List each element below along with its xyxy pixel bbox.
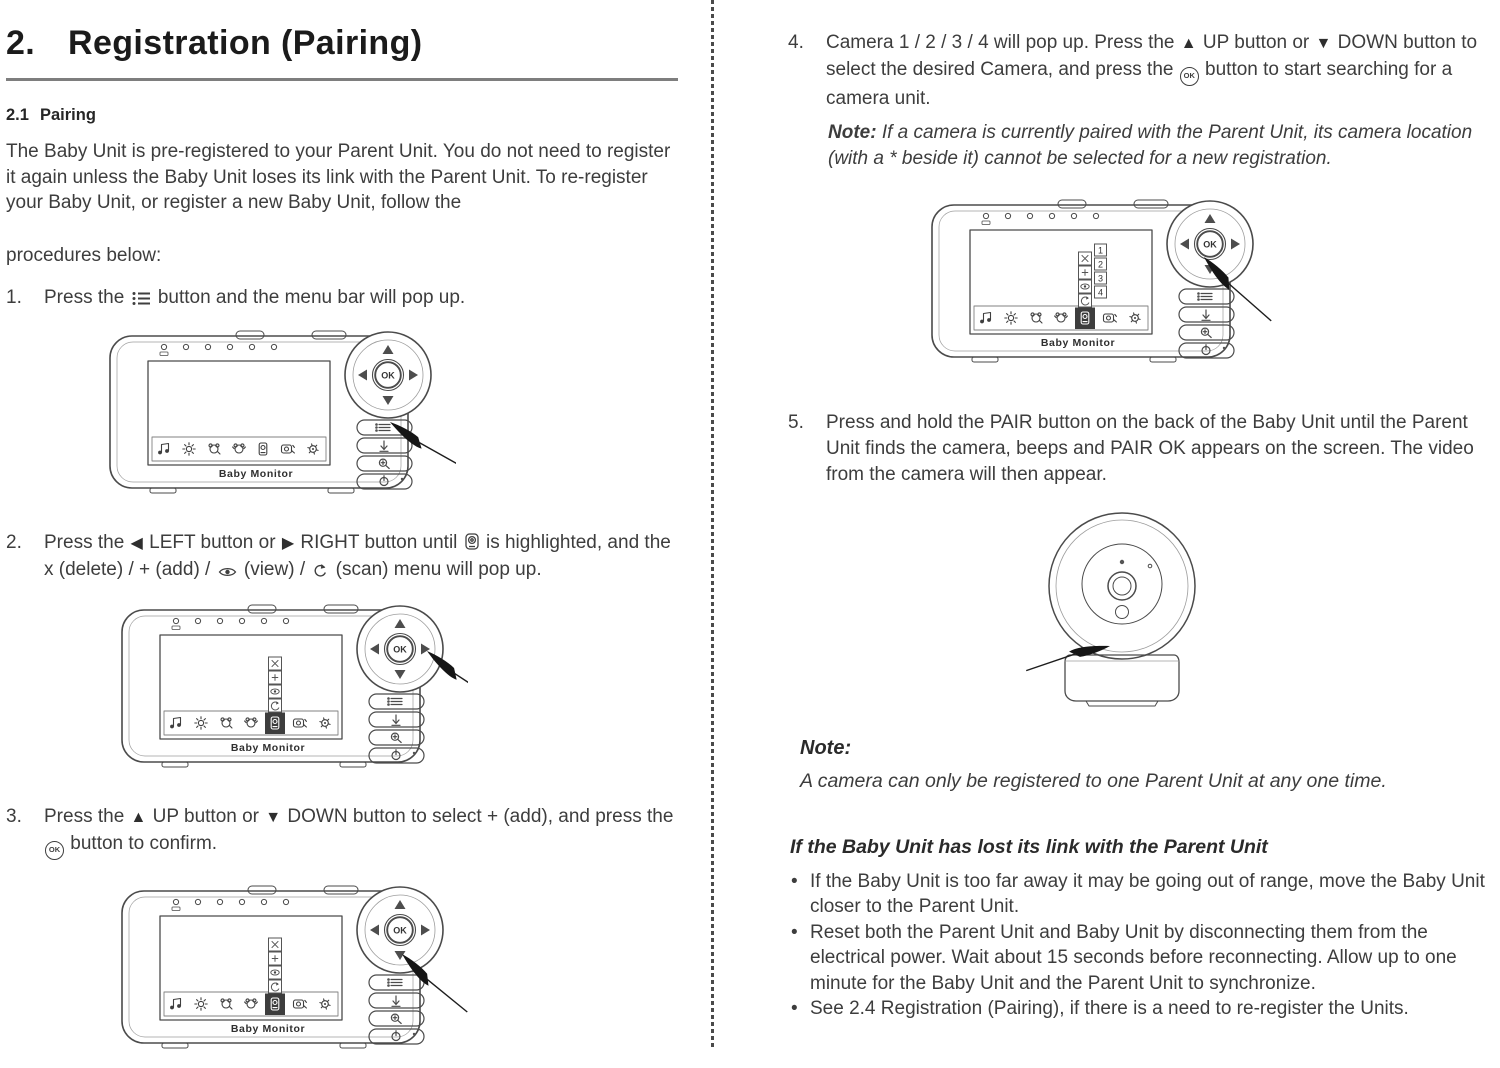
bullet-text: Reset both the Parent Unit and Baby Unit by disconnecting them from the electrical power. Wait about 15 seconds before reconnecting. Allow up to one minute for the Baby Unit and the Parent Unit to synchronize. [810,921,1457,994]
lost-link-bullets [788,869,1488,1022]
step-number: 1. [6,287,22,308]
svg-text:Baby Monitor: Baby Monitor [218,468,294,480]
bullet-item [788,920,1488,997]
left-column [6,0,682,1068]
note-text: If a camera is currently paired with the Parent Unit, its camera location (with a * beside it) cannot be selected for a new registration. [828,121,1473,169]
svg-text:3: 3 [1097,273,1104,283]
svg-text:4: 4 [1097,287,1104,297]
step-5 [788,410,1488,488]
menu-list-icon [132,291,151,306]
step-4-note [828,120,1488,172]
svg-text:Baby Monitor: Baby Monitor [230,1022,306,1035]
step-text: Press the ▲ UP button or ▼ DOWN button to select + (add), and press the OK button to confirm. [44,804,682,860]
step-text: Camera 1 / 2 / 3 / 4 will pop up. Press the ▲ UP button or ▼ DOWN button to select the desired Camera, and press the OK button to start searching for a camera unit. [826,32,1478,109]
view-icon [218,566,237,578]
svg-text:OK: OK [1203,239,1217,249]
svg-text:OK: OK [393,925,407,935]
right-column [788,0,1488,1022]
bullet-item [788,869,1488,920]
right-arrow-icon: ▶ [281,535,295,552]
baby-unit-camera-illustration [1000,502,1488,717]
step-number: 2. [6,532,22,553]
svg-text:Baby Monitor: Baby Monitor [1040,336,1116,349]
bullet-marker: • [791,998,798,1019]
svg-text:1: 1 [1097,245,1104,255]
bullet-item [788,996,1488,1022]
step-text: Press the button and the menu bar will pop up. [44,287,466,308]
note-block [800,737,1488,794]
title-rule [6,78,678,81]
parent-unit-illustration-2 [108,595,682,787]
step-text: Press the ◀ LEFT button or ▶ RIGHT button until is highlighted, and the x (delete) / + (add) / (view) / (scan) menu will pop up. [44,532,671,580]
note-body: A camera can only be registered to one Parent Unit at any one time. [800,769,1387,792]
section-title: Pairing [40,106,96,124]
scan-icon [312,563,328,578]
down-arrow-icon: ▼ [1315,35,1332,52]
bullet-marker: • [791,870,798,892]
note-heading: Note: [800,736,852,759]
up-arrow-icon: ▲ [130,809,147,826]
bullet-text: If the Baby Unit is too far away it may be going out of range, move the Baby Unit closer to the Parent Unit. [810,870,1485,917]
svg-text:Baby Monitor: Baby Monitor [230,742,306,754]
svg-text:OK: OK [393,644,407,655]
page-title [6,24,682,63]
step-number: 3. [6,806,22,827]
parent-unit-illustration-1 [96,321,682,513]
step-3 [6,804,682,860]
up-arrow-icon: ▲ [1180,35,1197,52]
ok-button-icon: OK [45,841,64,860]
note-label: Note: [828,121,877,143]
left-arrow-icon: ◀ [130,535,143,552]
lost-link-heading: If the Baby Unit has lost its link with the Parent Unit [790,835,1268,858]
step-number: 5. [788,411,804,433]
parent-unit-illustration-3 [108,876,682,1068]
step-2 [6,530,682,583]
section-heading [6,106,682,125]
bullet-marker: • [791,921,798,943]
svg-text:2: 2 [1097,259,1104,269]
bullet-text: See 2.4 Registration (Pairing), if there is a need to re-register the Units. [810,998,1409,1019]
step-1 [6,285,682,311]
svg-text:OK: OK [381,370,395,381]
step-number: 4. [788,32,804,53]
column-divider [711,0,714,1049]
ok-button-icon: OK [1180,67,1199,86]
step-4 [788,30,1488,112]
page-title-text: Registration (Pairing) [68,24,423,62]
section-number: 2.1 [6,106,29,124]
camera-unit-icon [465,533,479,551]
parent-unit-illustration-4 [918,190,1488,382]
intro-paragraph: The Baby Unit is pre-registered to your Parent Unit. You do not need to register it again unless the Baby Unit loses its link with the Parent Unit. To re-register your Baby Unit, or register a new Baby Unit, follow the [6,141,671,213]
page-title-number: 2. [6,24,36,62]
intro-paragraph-2: procedures below: [6,244,162,266]
down-arrow-icon: ▼ [265,809,282,826]
step-text: Press and hold the PAIR button on the back of the Baby Unit until the Parent Unit finds the camera, beeps and PAIR OK appears on the screen. The video from the camera will then appear. [826,411,1474,485]
